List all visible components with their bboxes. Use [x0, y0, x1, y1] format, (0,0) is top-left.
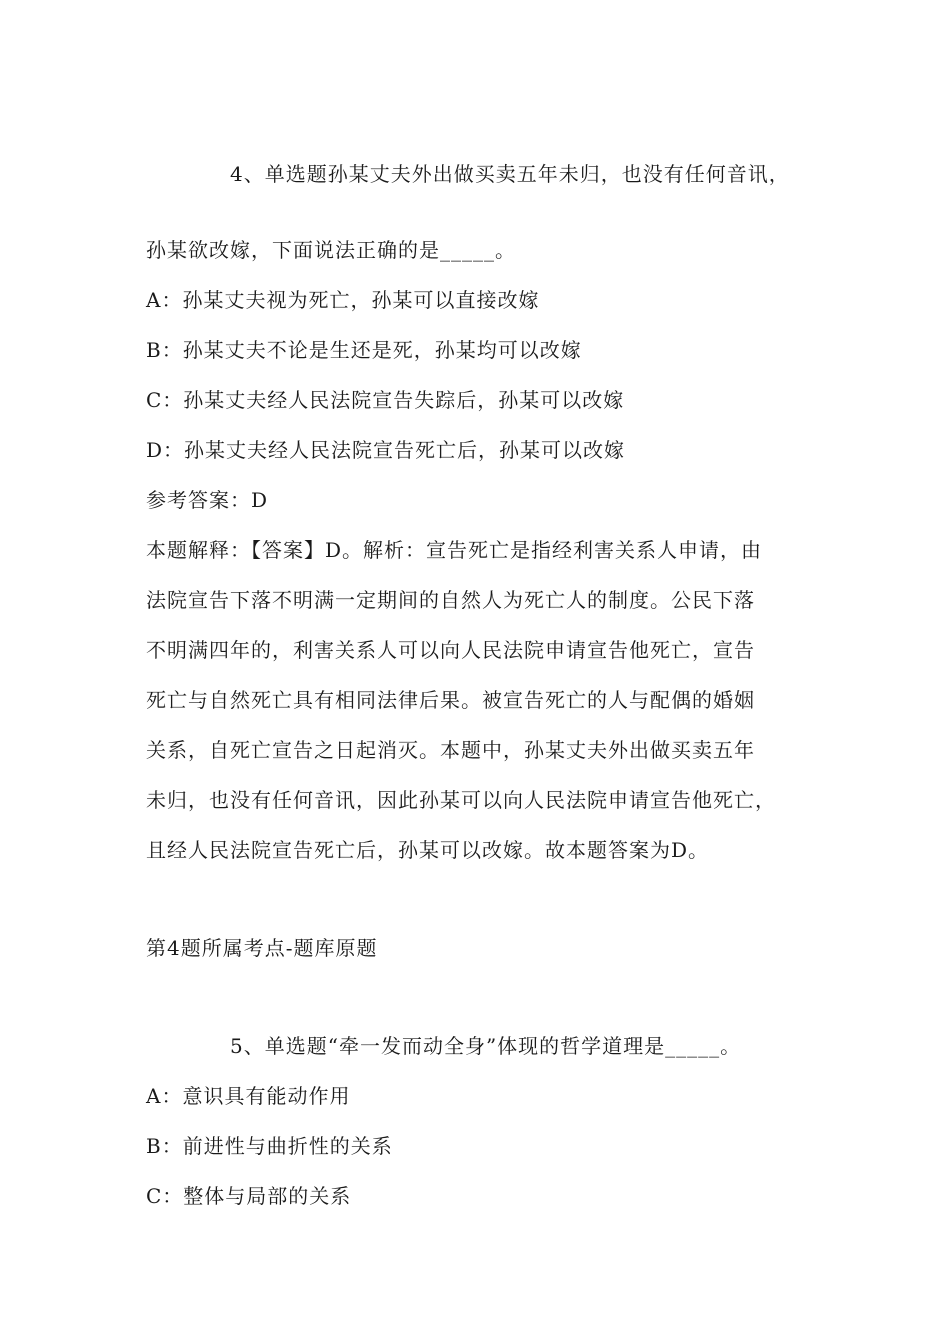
question-4-option-d: D：孙某丈夫经人民法院宣告死亡后，孙某可以改嫁 [146, 438, 626, 462]
question-4-option-a: A：孙某丈夫视为死亡，孙某可以直接改嫁 [146, 288, 540, 312]
question-5-option-b: B：前进性与曲折性的关系 [146, 1134, 393, 1158]
question-4-explanation-line-3: 不明满四年的，利害关系人可以向人民法院申请宣告他死亡，宣告 [146, 638, 755, 662]
question-4-stem-line-1: 4、单选题孙某丈夫外出做买卖五年未归，也没有任何音讯， [230, 162, 790, 186]
question-4-explanation-line-1: 本题解释：【答案】D。解析：宣告死亡是指经利害关系人申请，由 [146, 538, 763, 562]
question-5-option-a: A：意识具有能动作用 [146, 1084, 351, 1108]
question-4-explanation-line-5: 关系，自死亡宣告之日起消灭。本题中，孙某丈夫外出做买卖五年 [146, 738, 755, 762]
question-4-explanation-line-6: 未归，也没有任何音讯，因此孙某可以向人民法院申请宣告他死亡， [146, 788, 776, 812]
question-4-stem-line-2: 孙某欲改嫁，下面说法正确的是_____。 [146, 238, 516, 262]
question-4-explanation-line-2: 法院宣告下落不明满一定期间的自然人为死亡人的制度。公民下落 [146, 588, 755, 612]
question-5-option-c: C：整体与局部的关系 [146, 1184, 352, 1208]
question-4-explanation-line-7: 且经人民法院宣告死亡后，孙某可以改嫁。故本题答案为D。 [146, 838, 710, 862]
question-4-answer: 参考答案：D [146, 488, 269, 512]
question-5-stem-line-1: 5、单选题“牵一发而动全身”体现的哲学道理是_____。 [230, 1034, 742, 1058]
question-4-explanation-line-4: 死亡与自然死亡具有相同法律后果。被宣告死亡的人与配偶的婚姻 [146, 688, 755, 712]
question-4-topic: 第4题所属考点-题库原题 [146, 936, 378, 960]
question-4-option-b: B：孙某丈夫不论是生还是死，孙某均可以改嫁 [146, 338, 582, 362]
question-4-option-c: C：孙某丈夫经人民法院宣告失踪后，孙某可以改嫁 [146, 388, 625, 412]
